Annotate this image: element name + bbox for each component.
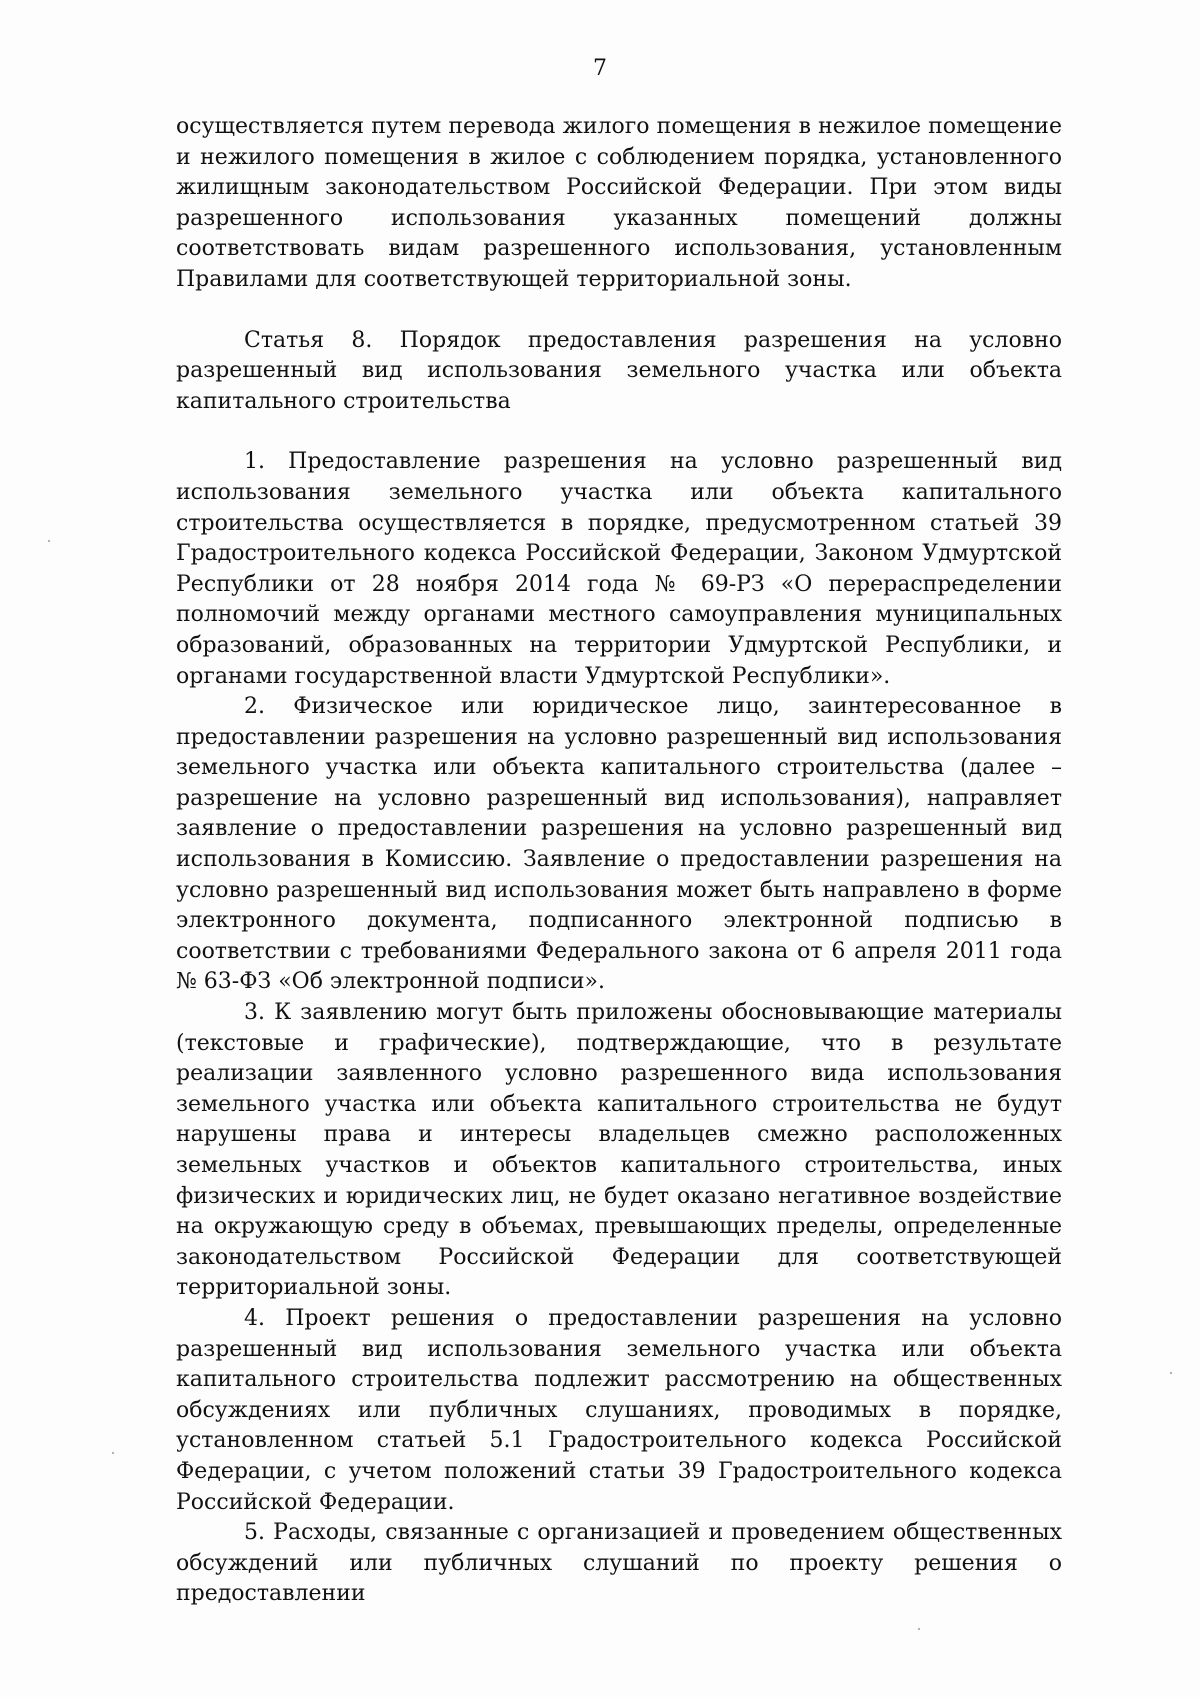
intro-paragraph: осуществляется путем перевода жилого помещения в нежилое помещение и нежилого помещения в жилое с соблюдением порядка, установленного жилищным законодательством Российской Федерации. При этом виды разрешенного использования указанных помещений должны соответствовать видам разрешенного использования, установленным Правилами для соответствующей территориальной зоны. bbox=[176, 114, 1062, 292]
clause-1: 1. Предоставление разрешения на условно разрешенный вид использования земельного участка или объекта капитального строительства осуществляется в порядке, предусмотренном статьей 39 Градостроительного кодекса Российской Федерации, Законом Удмуртской Республики от 28 ноября 2014 года № 69-РЗ «О перераспределении полномочий между органами местного самоуправления муниципальных образований, образованных на территории Удмуртской Республики, и органами государственной власти Удмуртской Республики». bbox=[176, 449, 1062, 689]
scan-speck bbox=[48, 540, 50, 542]
clause-2: 2. Физическое или юридическое лицо, заинтересованное в предоставлении разрешения на условно разрешенный вид использования земельного участка или объекта капитального строительства (далее – разрешение на условно разрешенный вид использования), направляет заявление о предоставлении разрешения на условно разрешенный вид использования в Комиссию. Заявление о предоставлении разрешения на условно разрешенный вид использования может быть направлено в форме электронного документа, подписанного электронной подписью в соответствии с требованиями Федерального закона от 6 апреля 2011 года № 63-ФЗ «Об электронной подписи». bbox=[176, 694, 1062, 995]
document-body bbox=[176, 112, 1062, 1610]
scan-speck bbox=[112, 1452, 114, 1454]
clause-4: 4. Проект решения о предоставлении разрешения на условно разрешенный вид использования земельного участка или объекта капитального строительства подлежит рассмотрению на общественных обсуждениях или публичных слушаниях, проводимых в порядке, установленном статьей 5.1 Градостроительного кодекса Российской Федерации, с учетом положений статьи 39 Градостроительного кодекса Российской Федерации. bbox=[176, 1305, 1062, 1515]
clause-3: 3. К заявлению могут быть приложены обосновывающие материалы (текстовые и графические), подтверждающие, что в результате реализации заявленного условно разрешенного вида использования земельного участка или объекта капитального строительства не будут нарушены права и интересы владельцев смежно расположенных земельных участков и объектов капитального строительства, иных физических и юридических лиц, не будет оказано негативное воздействие на окружающую среду в объемах, превышающих пределы, определенные законодательством Российской Федерации для соответствующей территориальной зоны. bbox=[176, 1000, 1062, 1301]
scan-speck bbox=[918, 1628, 920, 1630]
clause-5: 5. Расходы, связанные с организацией и проведением общественных обсуждений или публичных слушаний по проекту решения о предоставлении bbox=[176, 1520, 1062, 1607]
article-heading: Статья 8. Порядок предоставления разрешения на условно разрешенный вид использования земельного участка или объекта капитального строительства bbox=[176, 327, 1062, 414]
page-number: 7 bbox=[593, 56, 607, 81]
scan-speck bbox=[1170, 1372, 1172, 1374]
